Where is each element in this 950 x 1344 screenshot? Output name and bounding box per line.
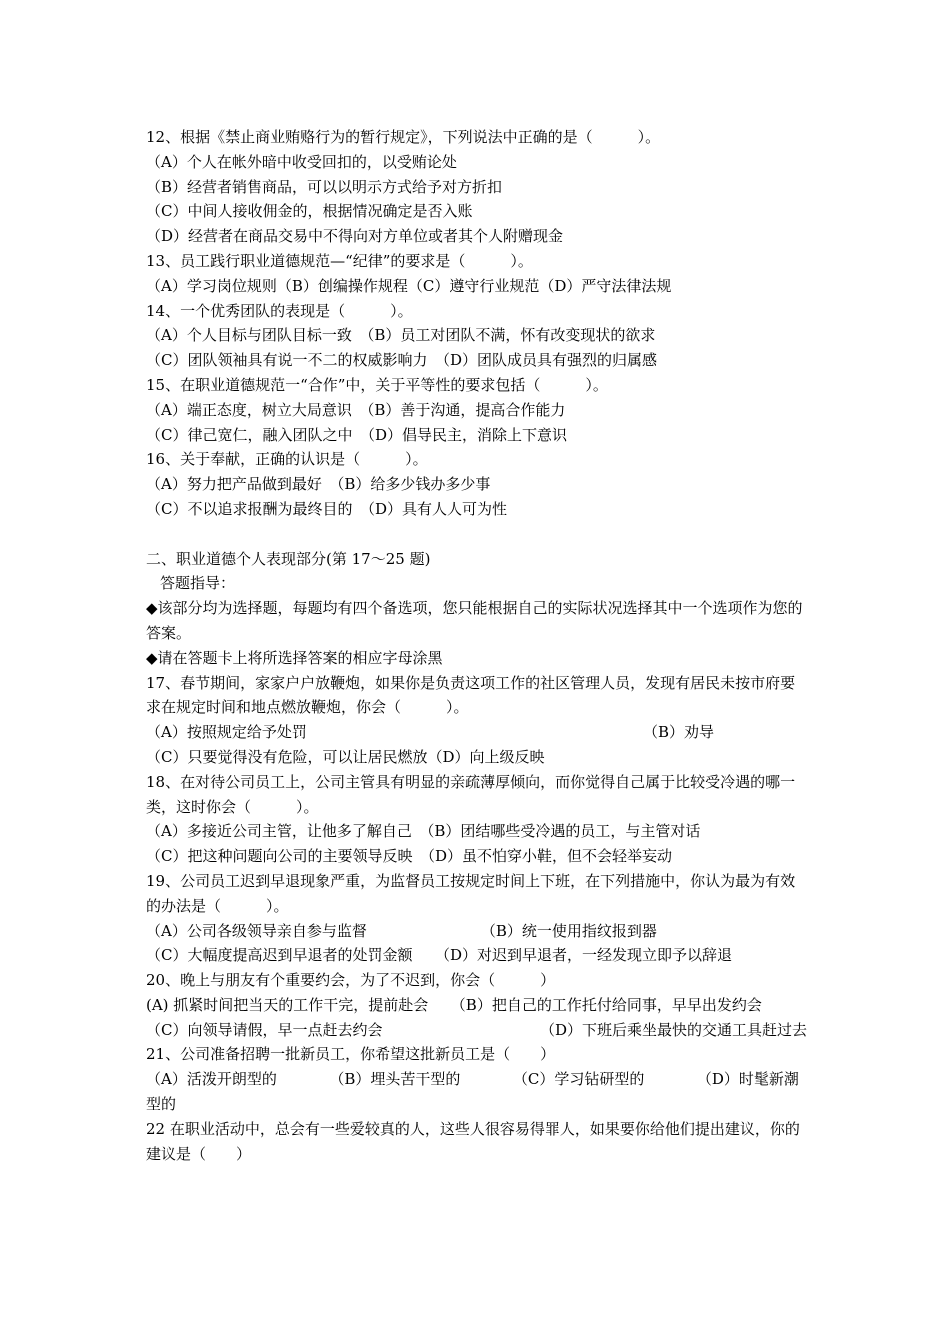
question-14-stem: 14、一个优秀团队的表现是（ ）。	[146, 301, 413, 320]
question-12-option-a: （A）个人在帐外暗中收受回扣的，以受贿论处	[146, 152, 457, 171]
answer-guide-item-1: ◆该部分均为选择题，每题均有四个备选项，您只能根据自己的实际状况选择其中一个选项作为您的答案。	[146, 599, 803, 642]
question-12-stem: 12、根据《禁止商业贿赂行为的暂行规定》，下列说法中正确的是（ ）。	[146, 128, 661, 146]
question-22-stem: 22 在职业活动中，总会有一些爱较真的人，这些人很容易得罪人，如果要你给他们提出建议，你的建议是（ ）	[146, 1119, 800, 1163]
question-18-stem: 18、在对待公司员工上，公司主管具有明显的亲疏薄厚倾向，而你觉得自己属于比较受冷遇的哪一类，这时你会（ ）。	[146, 772, 796, 816]
question-19-option-b: （B）统一使用指纹报到器	[480, 921, 657, 940]
question-15-stem: 15、在职业道德规范一“合作”中，关于平等性的要求包括（ ）。	[146, 375, 608, 394]
question-18-options-ab: （A）多接近公司主管，让他多了解自己 （B）团结哪些受冷遇的员工，与主管对话	[146, 822, 701, 841]
document-body	[146, 125, 810, 1166]
question-12-option-b: （B）经营者销售商品，可以以明示方式给予对方折扣	[146, 177, 503, 196]
question-13-options: （A）学习岗位规则（B）创编操作规程（C）遵守行业规范（D）严守法律法规	[146, 276, 672, 295]
question-19-option-a: （A）公司各级领导亲自参与监督	[146, 921, 367, 940]
question-19-options-cd: （C）大幅度提高迟到早退者的处罚金额 （D）对迟到早退者，一经发现立即予以辞退	[146, 946, 733, 965]
question-12-option-d: （D）经营者在商品交易中不得向对方单位或者其个人附赠现金	[146, 227, 564, 246]
section-spacer	[146, 522, 810, 547]
question-19-options-ab	[146, 919, 810, 944]
section-2-heading: 二、职业道德个人表现部分(第 17～25 题)	[146, 549, 431, 568]
question-16-options-cd: （C）不以追求报酬为最终目的 （D）具有人人可为性	[146, 499, 508, 518]
question-17-option-a: （A）按照规定给予处罚	[146, 723, 307, 742]
question-14-options-ab: （A）个人目标与团队目标一致 （B）员工对团队不满，怀有改变现状的欲求	[146, 326, 656, 345]
question-15-options-cd: （C）律己宽仁，融入团队之中 （D）倡导民主，消除上下意识	[146, 425, 568, 444]
question-17-stem: 17、春节期间，家家户户放鞭炮，如果你是负责这项工作的社区管理人员，发现有居民未按市府要求在规定时间和地点燃放鞭炮，你会（ ）。	[146, 673, 796, 717]
question-21-stem: 21、公司准备招聘一批新员工，你希望这批新员工是（ ）	[146, 1045, 556, 1064]
question-17-options-ab	[146, 720, 810, 745]
question-20-stem: 20、晚上与朋友有个重要约会，为了不迟到，你会（ ）	[146, 971, 556, 990]
question-21-options: （A）活泼开朗型的 （B）埋头苦干型的 （C）学习钻研型的 （D）时髦新潮型的	[146, 1070, 799, 1114]
question-20-options-ab: (A) 抓紧时间把当天的工作干完，提前赴会 （B）把自己的工作托付给同事，早早出发约会	[146, 995, 762, 1014]
question-13-stem: 13、员工践行职业道德规范—“纪律”的要求是（ ）。	[146, 251, 533, 270]
question-18-options-cd: （C）把这种问题向公司的主要领导反映 （D）虽不怕穿小鞋，但不会轻举妄动	[146, 847, 673, 866]
question-19-stem: 19、公司员工迟到早退现象严重，为监督员工按规定时间上下班，在下列措施中，你认为最为有效的办法是（ ）。	[146, 871, 796, 915]
question-17-option-b: （B）劝导	[642, 723, 714, 742]
question-20-options-cd: （C）向领导请假，早一点赶去约会 （D）下班后乘坐最快的交通工具赶过去	[146, 1020, 808, 1039]
question-16-stem: 16、关于奉献，正确的认识是（ ）。	[146, 450, 428, 469]
question-16-options-ab: （A）努力把产品做到最好 （B）给多少钱办多少事	[146, 475, 491, 494]
question-17-options-cd: （C）只要觉得没有危险，可以让居民燃放（D）向上级反映	[146, 747, 545, 766]
question-14-options-cd: （C）团队领袖具有说一不二的权威影响力 （D）团队成员具有强烈的归属感	[146, 351, 658, 370]
answer-guide-title: 答题指导：	[160, 574, 236, 593]
answer-guide-item-2: ◆请在答题卡上将所选择答案的相应字母涂黑	[146, 648, 443, 667]
question-15-options-ab: （A）端正态度，树立大局意识 （B）善于沟通，提高合作能力	[146, 400, 566, 419]
question-12-option-c: （C）中间人接收佣金的，根据情况确定是否入账	[146, 202, 473, 221]
